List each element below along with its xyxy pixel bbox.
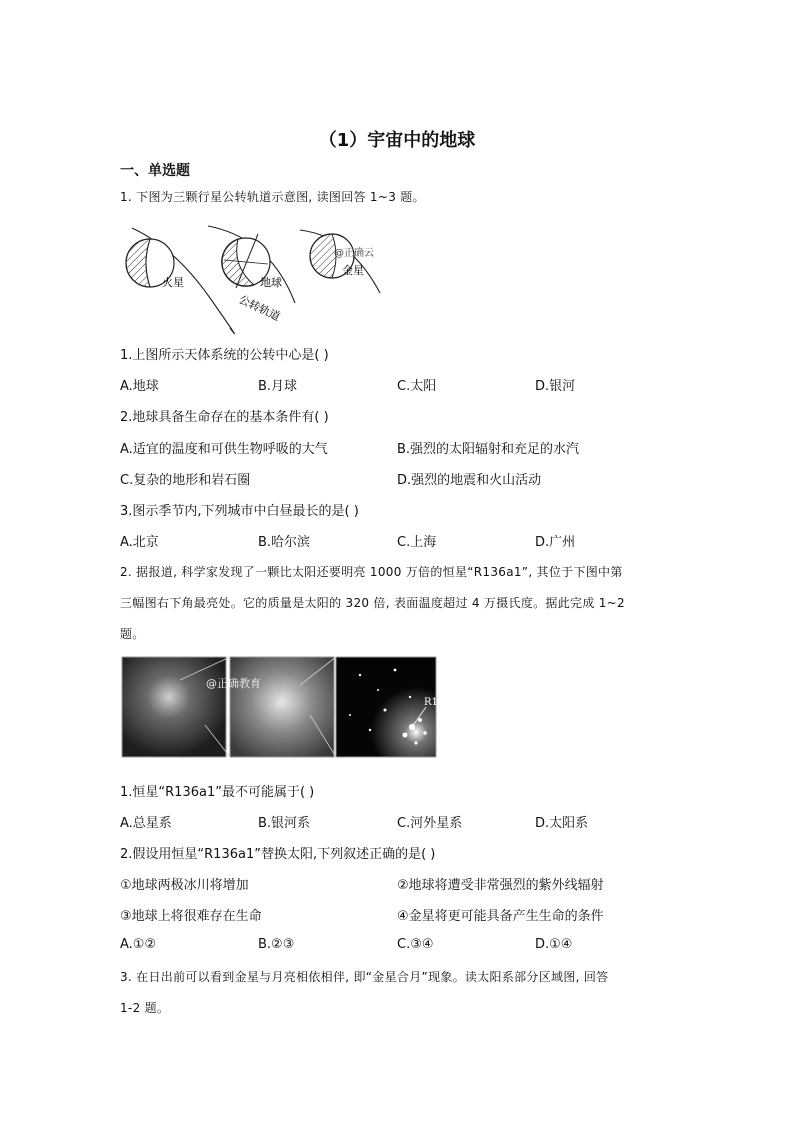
q2-2-stem: 2.假设用恒星“R136a1”替换太阳,下列叙述正确的是( ) bbox=[120, 847, 436, 862]
q1-3-option-c: C.上海 bbox=[397, 535, 437, 550]
q1-2-stem: 2.地球具备生命存在的基本条件有( ) bbox=[120, 410, 329, 425]
q1-1-option-a: A.地球 bbox=[120, 379, 159, 394]
q1-3-stem: 3.图示季节内,下列城市中白昼最长的是( ) bbox=[120, 504, 359, 519]
nebula-photo-3 bbox=[336, 657, 436, 757]
orbit-label: 公转轨道 bbox=[236, 292, 283, 324]
group3-intro-line-2: 1-2 题。 bbox=[120, 1001, 170, 1015]
q1-3-option-b: B.哈尔滨 bbox=[258, 535, 311, 550]
venus-panel bbox=[300, 230, 380, 293]
q2-2-statement-1: ①地球两极冰川将增加 bbox=[120, 878, 249, 893]
q1-3-option-a: A.北京 bbox=[120, 535, 159, 550]
q2-1-option-b: B.银河系 bbox=[258, 816, 311, 831]
q2-1-stem: 1.恒星“R136a1”最不可能属于( ) bbox=[120, 785, 315, 800]
mars-label: 火星 bbox=[162, 276, 184, 289]
nebula-photo-figure bbox=[120, 655, 463, 759]
watermark-2: @正确教育 bbox=[206, 677, 261, 690]
q1-2-option-b: B.强烈的太阳辐射和充足的水汽 bbox=[397, 442, 580, 457]
q2-1-option-c: C.河外星系 bbox=[397, 816, 463, 831]
planet-orbit-figure bbox=[120, 218, 382, 328]
q1-1-option-d: D.银河 bbox=[535, 379, 576, 394]
earth-label: 地球 bbox=[260, 276, 282, 289]
q1-1-stem: 1.上图所示天体系统的公转中心是( ) bbox=[120, 348, 329, 363]
q1-3-option-d: D.广州 bbox=[535, 535, 576, 550]
q2-2-statement-4: ④金星将更可能具备产生生命的条件 bbox=[397, 909, 604, 924]
q1-2-option-d: D.强烈的地震和火山活动 bbox=[397, 473, 542, 488]
q1-2-option-c: C.复杂的地形和岩石圈 bbox=[120, 473, 251, 488]
section-heading: 一、单选题 bbox=[120, 163, 190, 179]
r136a1-label: R136a1 bbox=[424, 697, 463, 708]
group3-intro-line-1: 3. 在日出前可以看到金星与月亮相依相伴, 即“金星合月”现象。读太阳系部分区域图, 回答 bbox=[120, 970, 609, 984]
q1-1-option-c: C.太阳 bbox=[397, 379, 437, 394]
venus-label: 金星 bbox=[342, 264, 364, 277]
earth-panel bbox=[208, 226, 295, 303]
q2-2-option-b: B.②③ bbox=[258, 937, 295, 952]
nebula-photo-1 bbox=[122, 657, 226, 757]
q2-2-option-a: A.①② bbox=[120, 937, 157, 952]
q2-1-option-a: A.总星系 bbox=[120, 816, 172, 831]
watermark-1: @正确云 bbox=[334, 248, 374, 259]
q2-1-option-d: D.太阳系 bbox=[535, 816, 589, 831]
group2-intro-line-1: 2. 据报道, 科学家发现了一颗比太阳还要明亮 1000 万倍的恒星“R136a1”, 其位于下图中第 bbox=[120, 565, 623, 579]
q2-2-statement-3: ③地球上将很难存在生命 bbox=[120, 909, 262, 924]
q1-2-option-a: A.适宜的温度和可供生物呼吸的大气 bbox=[120, 442, 328, 457]
group2-intro-line-3: 题。 bbox=[120, 627, 145, 641]
q2-2-option-c: C.③④ bbox=[397, 937, 434, 952]
q1-1-option-b: B.月球 bbox=[258, 379, 298, 394]
group1-intro: 1. 下图为三颗行星公转轨道示意图, 读图回答 1~3 题。 bbox=[120, 190, 425, 204]
q2-2-option-d: D.①④ bbox=[535, 937, 573, 952]
page-title: （1）宇宙中的地球 bbox=[318, 130, 476, 151]
nebula-photo-2 bbox=[230, 657, 334, 757]
q2-2-statement-2: ②地球将遭受非常强烈的紫外线辐射 bbox=[397, 878, 604, 893]
group2-intro-line-2: 三幅图右下角最亮处。它的质量是太阳的 320 倍, 表面温度超过 4 万摄氏度。据此完成 1~2 bbox=[120, 596, 625, 610]
